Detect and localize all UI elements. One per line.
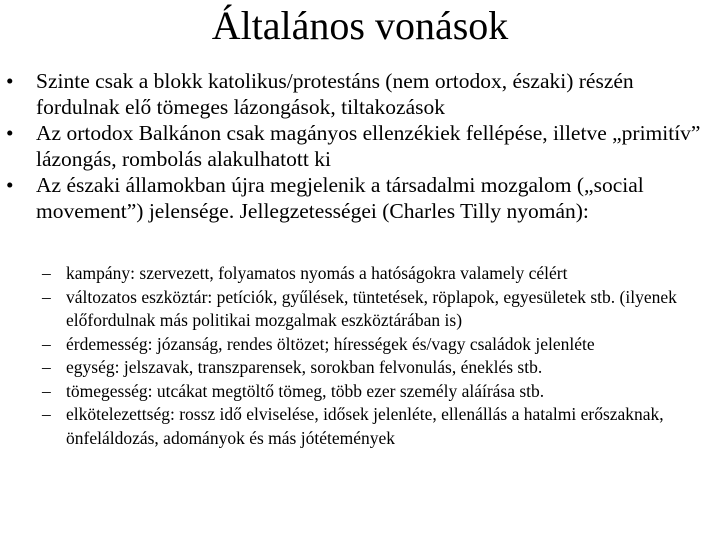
sub-bullet-text: kampány: szervezett, folyamatos nyomás a hatóságokra valamely célért <box>66 263 568 283</box>
dash-mark: – <box>42 404 51 424</box>
sub-bullet-item <box>0 356 720 380</box>
dash-mark: – <box>42 263 51 283</box>
bullet-mark: • <box>6 69 14 93</box>
sub-bullet-item <box>0 286 720 333</box>
sub-bullet-item <box>0 262 720 286</box>
slide-title: Általános vonások <box>211 3 509 48</box>
sub-bullet-item <box>0 333 720 357</box>
sub-bullet-item <box>0 403 720 450</box>
dash-mark: – <box>42 333 51 354</box>
sub-bullet-text: tömegesség: utcákat megtöltő tömeg, több ezer személy aláírása stb. <box>66 380 545 401</box>
dash-mark: – <box>42 380 51 401</box>
sub-bullet-text: változatos eszköztár: petíciók, gyűlések, tüntetések, röplapok, egyesületek stb. (ilyenek előfordulnak más politikai mozgalmak eszköztárában is) <box>66 286 677 330</box>
bullet-text: Az északi államokban újra megjelenik a társadalmi mozgalom („social movement”) jelensége. Jellegzetességei (Charles Tilly nyomán): <box>36 173 644 223</box>
sub-bullet-list <box>0 262 720 450</box>
bullet-item <box>0 68 720 120</box>
sub-bullet-item <box>0 380 720 404</box>
bullet-mark: • <box>6 121 14 145</box>
bullet-text: Az ortodox Balkánon csak magányos ellenzékiek fellépése, illetve „primitív” lázongás, rombolás alakulhatott ki <box>36 121 701 171</box>
dash-mark: – <box>42 357 51 377</box>
bullet-mark: • <box>6 173 14 197</box>
dash-mark: – <box>42 286 51 307</box>
sub-bullet-text: egység: jelszavak, transzparensek, sorokban felvonulás, éneklés stb. <box>66 357 543 377</box>
bullet-list <box>0 68 720 224</box>
sub-bullet-text: érdemesség: józanság, rendes öltözet; hírességek és/vagy családok jelenléte <box>66 333 595 354</box>
bullet-text: Szinte csak a blokk katolikus/protestáns (nem ortodox, északi) részén fordulnak elő tömeges lázongások, tiltakozások <box>36 69 634 119</box>
sub-bullet-text: elkötelezettség: rossz idő elviselése, idősek jelenléte, ellenállás a hatalmi erőszaknak, önfeláldozás, adományok és más jótétemények <box>66 404 664 448</box>
bullet-item <box>0 120 720 172</box>
bullet-item <box>0 172 720 224</box>
